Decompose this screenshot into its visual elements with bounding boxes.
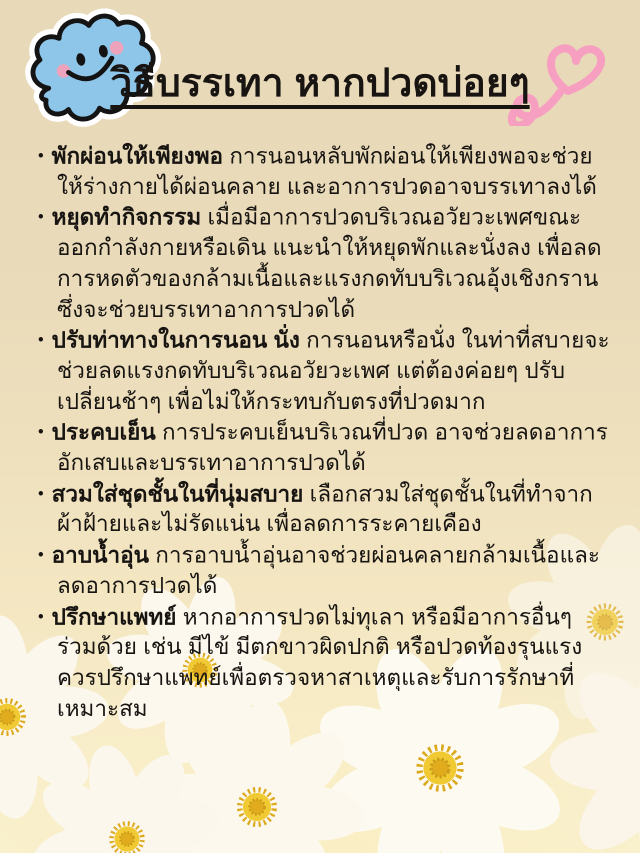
bullet-lead: ประคบเย็น — [51, 419, 156, 445]
bullet-lead: หยุดทำกิจกรรม — [51, 204, 202, 230]
bullet-text: การนอนหลับพักผ่อนให้เพียงพอจะช่วยให้ร่างกายได้ผ่อนคลาย และอาการปวดอาจบรรเทาลงได้ — [57, 143, 597, 199]
bullet-lead: ปรึกษาแพทย์ — [51, 603, 177, 629]
list-item — [38, 202, 614, 325]
bullet-dot: • — [38, 208, 44, 227]
bullet-dot: • — [38, 484, 44, 503]
bullet-text: เลือกสวมใส่ชุดชั้นในที่ทำจากผ้าฝ้ายและไม่รัดแน่น เพื่อลดการระคายเคือง — [57, 480, 593, 537]
bullet-lead: พักผ่อนให้เพียงพอ — [51, 143, 224, 169]
bullet-dot: • — [38, 546, 44, 565]
bullet-lead: สวมใส่ชุดชั้นในที่นุ่มสบาย — [51, 480, 304, 506]
list-item — [38, 540, 614, 601]
list-item — [38, 602, 614, 725]
bullet-dot: • — [38, 147, 44, 165]
bullet-dot: • — [38, 607, 44, 626]
bullet-list — [38, 141, 614, 724]
bullet-dot: • — [38, 423, 44, 442]
bullet-lead: อาบน้ำอุ่น — [51, 542, 150, 568]
list-item — [38, 141, 614, 202]
bullet-text: การประคบเย็นบริเวณที่ปวด อาจช่วยลดอาการอักเสบและบรรเทาอาการปวดได้ — [57, 419, 608, 475]
bullet-text: เมื่อมีอาการปวดบริเวณอวัยวะเพศขณะออกกำลังกายหรือเดิน แนะนำให้หยุดพักและนั่งลง เพื่อลดการหดตัวของกล้ามเนื้อและแรงกดทับบริเวณอุ้งเชิงกราน ซึ่งจะช่วยบรรเทาอาการปวดได้ — [57, 204, 602, 322]
list-item — [38, 325, 614, 417]
bullet-text: การอาบน้ำอุ่นอาจช่วยผ่อนคลายกล้ามเนื้อและลดอาการปวดได้ — [57, 542, 600, 598]
page-title: วิธีบรรเทา หากปวดบ่อยๆ — [110, 62, 530, 105]
list-item — [38, 479, 614, 540]
tips-list-container — [38, 141, 614, 724]
list-item — [38, 417, 614, 478]
bullet-lead: ปรับท่าทางในการนอน นั่ง — [51, 327, 300, 353]
bullet-dot: • — [38, 331, 44, 350]
bullet-text: หากอาการปวดไม่ทุเลา หรือมีอาการอื่นๆ ร่วมด้วย เช่น มีไข้ มีตกขาวผิดปกติ หรือปวดท้องรุนแรง ควรปรึกษาแพทย์เพื่อตรวจหาสาเหตุและรับการรักษาที่เหมาะสม — [57, 603, 583, 721]
bullet-text: การนอนหรือนั่ง ในท่าที่สบายจะช่วยลดแรงกดทับบริเวณอวัยวะเพศ แต่ต้องค่อยๆ ปรับเปลี่ยนช้าๆ เพื่อไม่ให้กระทบกับตรงที่ปวดมาก — [57, 327, 610, 414]
